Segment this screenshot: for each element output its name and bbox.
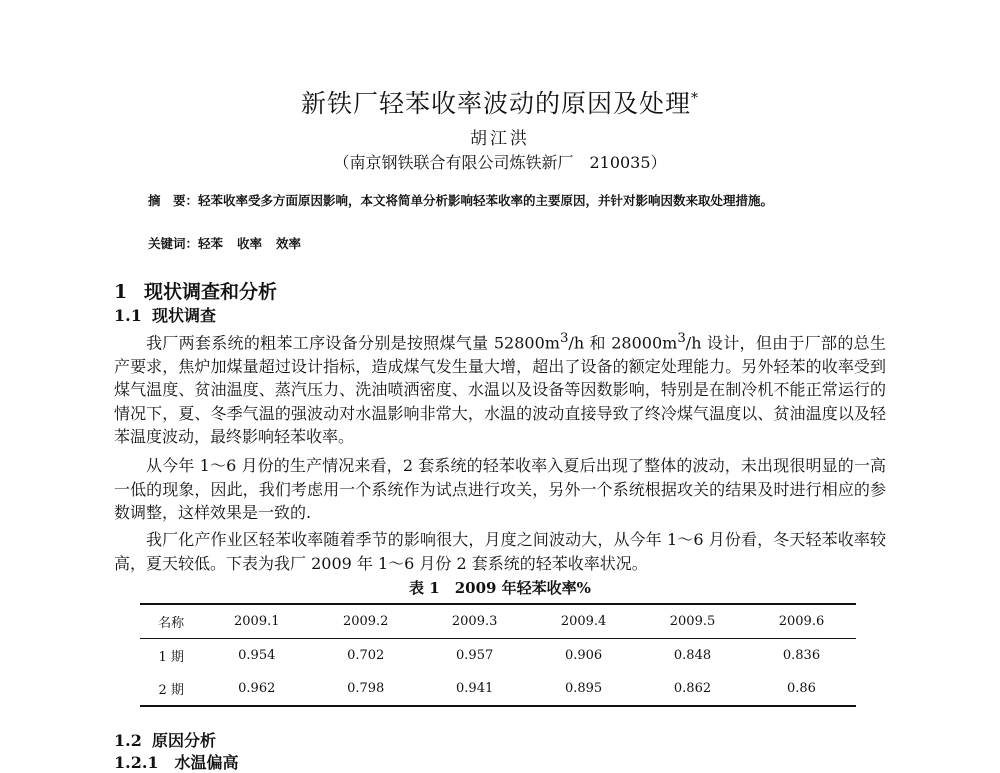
paragraph (114, 327, 886, 449)
author: 胡江洪 (470, 129, 530, 149)
abstract-text: 轻苯收率受多方面原因影响，本文将简单分析影响轻苯收率的主要原因，并针对影响因数来取处理措施。 (198, 193, 774, 208)
subsection-title: 原因分析 (152, 731, 217, 750)
table-row (140, 639, 856, 673)
keywords-label: 关键词： (148, 236, 199, 251)
paper-title (0, 84, 1000, 120)
keyword: 效率 (276, 236, 302, 251)
keywords (148, 234, 315, 252)
table-cell: 0.957 (456, 648, 494, 663)
table-cell: 1 期 (158, 650, 184, 665)
subsubsection-heading-partial: 1.2.1 水温偏高 (114, 753, 239, 772)
column-header: 名称 (140, 604, 202, 639)
superscript: 3 (559, 331, 569, 346)
table-row (140, 672, 856, 706)
table-cell: 0.862 (638, 672, 747, 706)
abstract-label: 摘 要： (148, 193, 199, 208)
subsection-heading (114, 728, 216, 751)
column-header: 2009.5 (638, 604, 747, 639)
column-header: 2009.3 (420, 604, 529, 639)
table-cell: 2 期 (140, 672, 202, 706)
section-number: 1 (114, 281, 128, 303)
table-cell: 0.798 (311, 672, 420, 706)
affiliation: （南京钢铁联合有限公司炼铁新厂 210035） (333, 153, 667, 172)
subsection-number: 1.2 (114, 731, 142, 750)
superscript: 3 (677, 331, 686, 346)
table-cell: 0.836 (782, 648, 821, 663)
table-cell: 0.848 (673, 648, 712, 663)
subsection-heading (114, 303, 216, 326)
table-cell: 0.895 (529, 672, 638, 706)
paper-title-text: 新铁厂轻苯收率波动的原因及处理 (300, 89, 691, 118)
table-cell: 0.941 (420, 672, 529, 706)
table-caption: 表 1 2009 年轻苯收率% (409, 579, 591, 597)
paragraph-text: /h 和 28000m (568, 333, 678, 353)
paragraph: 从今年 1～6 月份的生产情况来看，2 套系统的轻苯收率入夏后出现了整体的波动，未出现很明显的一高一低的现象，因此，我们考虑用一个系统作为试点进行攻关，另外一个系统根据攻关的结果及时进行相应的参数调整，这样效果是一致的. (114, 456, 886, 522)
column-header: 2009.1 (202, 604, 311, 639)
subsection-number: 1.1 (114, 306, 142, 325)
title-footnote-mark: * (691, 90, 699, 107)
table-cell: 0.954 (238, 648, 276, 663)
table-cell: 0.906 (564, 648, 603, 663)
section-title: 现状调查和分析 (144, 281, 278, 303)
column-header: 2009.6 (747, 604, 856, 639)
keyword: 收率 (237, 236, 263, 251)
column-header: 2009.4 (529, 604, 638, 639)
column-header: 2009.2 (311, 604, 420, 639)
paragraph-text: /h 设计，但由于厂部的总生产要求，焦炉加煤量超过设计指标，造成煤气发生量大增，超出了设备的额定处理能力。另外轻苯的收率受到煤气温度、贫油温度、蒸汽压力、洗油喷洒密度、水温以及设备等因数影响，特别是在制冷机不能正常运行的情况下，夏、冬季气温的强波动对水温影响非常大，水温的波动直接导致了终冷煤气温度以、贫油温度以及轻苯温度波动，最终影响轻苯收率。 (114, 333, 886, 447)
data-table (140, 603, 856, 707)
section-heading (114, 277, 277, 304)
paragraph-text: 我厂两套系统的粗苯工序设备分别是按照煤气量 52800m (146, 333, 560, 353)
paragraph: 我厂化产作业区轻苯收率随着季节的影响很大，月度之间波动大，从今年 1～6 月份看，冬天轻苯收率较高，夏天较低。下表为我厂 2009 年 1～6 月份 2 套系统的轻苯收率状况。 (114, 530, 886, 573)
abstract (148, 190, 864, 211)
table-header-row (140, 604, 856, 639)
subsection-title: 现状调查 (152, 306, 217, 325)
keyword: 轻苯 (198, 236, 224, 251)
table-cell: 0.86 (747, 672, 856, 706)
table-cell: 0.962 (202, 672, 311, 706)
table-cell: 0.702 (347, 648, 385, 663)
